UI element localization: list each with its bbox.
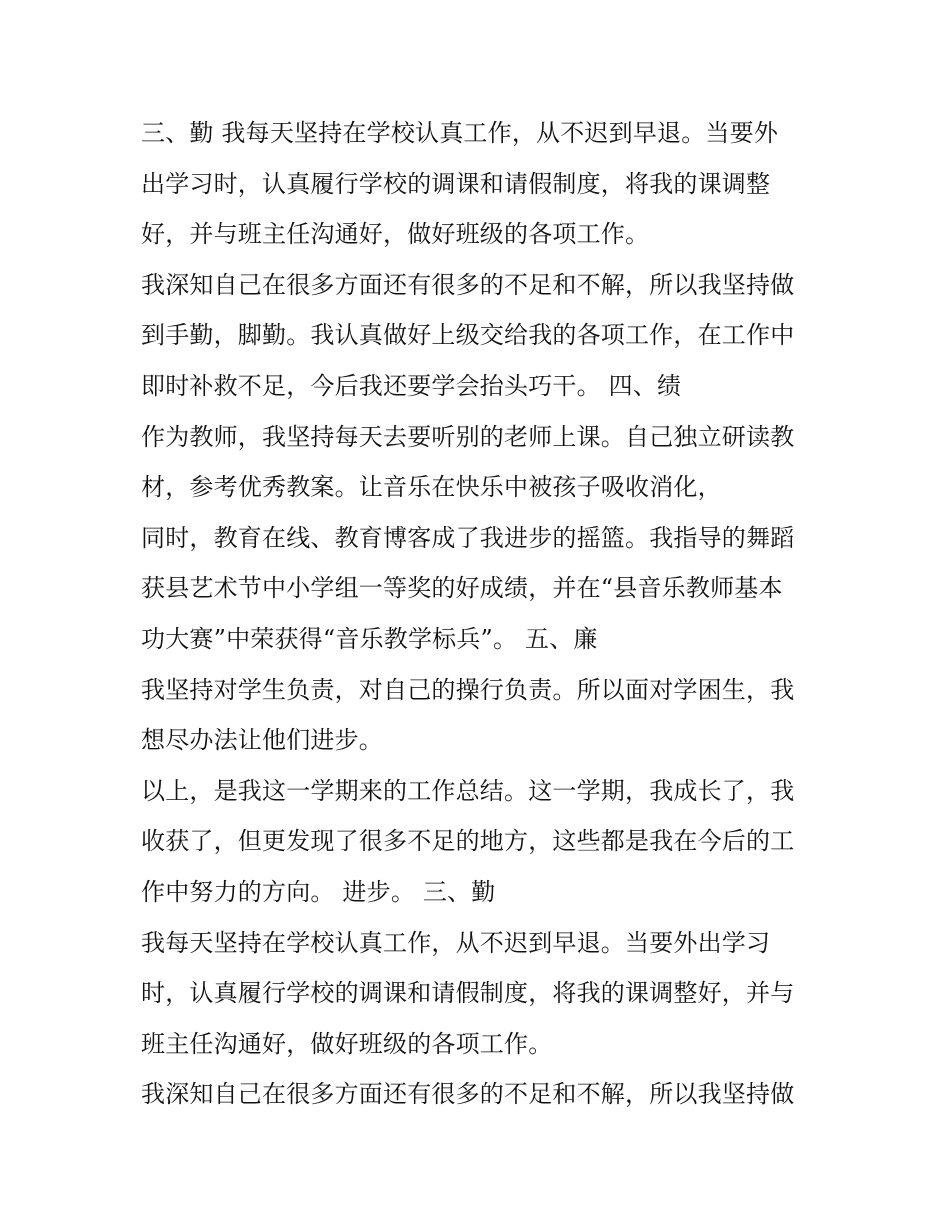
text-line: 同时，教育在线、教育博客成了我进步的摇篮。我指导的舞蹈 (141, 523, 795, 552)
text-line: 三、勤 我每天坚持在学校认真工作，从不迟到早退。当要外 (141, 119, 779, 147)
text-line: 作中努力的方向。 进步。 三、勤 (141, 877, 496, 906)
text-line: 好，并与班主任沟通好，做好班级的各项工作。 (141, 220, 650, 249)
text-line: 功大赛”中荣获得“音乐教学标兵”。 五、廉 (141, 624, 598, 653)
text-line: 材，参考优秀教案。让音乐在快乐中被孩子吸收消化， (141, 473, 722, 502)
text-line: 作为教师，我坚持每天去要听别的老师上课。自己独立研读教 (141, 422, 795, 451)
text-line: 到手勤，脚勤。我认真做好上级交给我的各项工作，在工作中 (141, 321, 795, 350)
text-line: 我深知自己在很多方面还有很多的不足和不解，所以我坚持做 (141, 270, 795, 299)
text-line: 我深知自己在很多方面还有很多的不足和不解，所以我坚持做 (141, 1080, 795, 1109)
text-line: 我坚持对学生负责，对自己的操行负责。所以面对学困生，我 (141, 675, 795, 704)
document-body (141, 108, 821, 1120)
text-line: 出学习时，认真履行学校的调课和请假制度，将我的课调整 (141, 169, 771, 198)
text-line: 时，认真履行学校的调课和请假制度，将我的课调整好，并与 (141, 979, 795, 1008)
text-line: 获县艺术节中小学组一等奖的好成绩，并在“县音乐教师基本 (141, 574, 783, 603)
text-line: 我每天坚持在学校认真工作，从不迟到早退。当要外出学习 (141, 928, 771, 957)
text-line: 即时补救不足，今后我还要学会抬头巧干。 四、绩 (141, 371, 682, 400)
text-line: 班主任沟通好，做好班级的各项工作。 (141, 1029, 553, 1058)
text-line: 以上，是我这一学期来的工作总结。这一学期，我成长了，我 (141, 776, 795, 805)
text-line: 想尽办法让他们进步。 (141, 726, 383, 755)
text-line: 收获了，但更发现了很多不足的地方，这些都是我在今后的工 (141, 827, 795, 856)
